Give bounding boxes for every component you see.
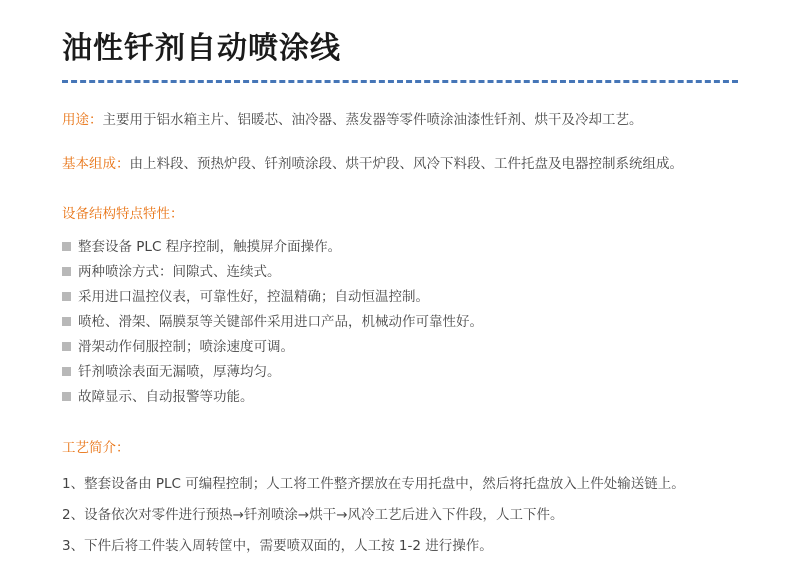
- square-bullet-icon: [62, 367, 71, 376]
- intro-label-composition: 基本组成：: [62, 156, 130, 172]
- list-item: 1、整套设备由 PLC 可编程控制；人工将工件整齐摆放在专用托盘中，然后将托盘放入上件处输送链上。: [62, 476, 685, 492]
- square-bullet-icon: [62, 292, 71, 301]
- intro-text-usage: 主要用于铝水箱主片、铝暖芯、油冷器、蒸发器等零件喷涂油漆性钎剂、烘干及冷却工艺。: [102, 112, 643, 128]
- list-item: [62, 385, 740, 409]
- process-list: [62, 469, 740, 562]
- list-item: 2、设备依次对零件进行预热→钎剂喷涂→烘干→风冷工艺后进入下件段，人工下件。: [62, 507, 564, 523]
- intro-line-composition: [62, 153, 740, 175]
- square-bullet-icon: [62, 342, 71, 351]
- feature-text: 整套设备 PLC 程序控制，触摸屏介面操作。: [78, 239, 342, 255]
- square-bullet-icon: [62, 392, 71, 401]
- feature-text: 钎剂喷涂表面无漏喷，厚薄均匀。: [78, 364, 281, 380]
- intro-text-composition: 由上料段、预热炉段、钎剂喷涂段、烘干炉段、风冷下料段、工件托盘及电器控制系统组成。: [129, 156, 683, 172]
- list-item: [62, 285, 740, 309]
- intro-section: [60, 109, 740, 175]
- square-bullet-icon: [62, 317, 71, 326]
- square-bullet-icon: [62, 242, 71, 251]
- feature-text: 两种喷涂方式：间隙式、连续式。: [78, 264, 281, 280]
- list-item: 3、下件后将工件装入周转筐中，需要喷双面的，人工按 1-2 进行操作。: [62, 538, 493, 554]
- list-item: [62, 310, 740, 334]
- process-heading: 工艺简介：: [62, 440, 130, 456]
- feature-text: 采用进口温控仪表，可靠性好，控温精确；自动恒温控制。: [78, 289, 429, 305]
- features-section: [60, 203, 740, 409]
- intro-label-usage: 用途：: [62, 112, 103, 128]
- features-list: [62, 235, 740, 409]
- feature-text: 滑架动作伺服控制；喷涂速度可调。: [78, 339, 294, 355]
- list-item: [62, 235, 740, 259]
- feature-text: 喷枪、滑架、隔膜泵等关键部件采用进口产品，机械动作可靠性好。: [78, 314, 483, 330]
- list-item: [62, 335, 740, 359]
- feature-text: 故障显示、自动报警等功能。: [78, 389, 254, 405]
- list-item: [62, 360, 740, 384]
- square-bullet-icon: [62, 267, 71, 276]
- dashed-divider: [62, 80, 738, 83]
- intro-line-usage: [62, 109, 740, 131]
- process-section: [60, 437, 740, 562]
- list-item: [62, 260, 740, 284]
- page-title: 油性钎剂自动喷涂线: [62, 31, 341, 66]
- features-heading: 设备结构特点特性：: [62, 206, 184, 222]
